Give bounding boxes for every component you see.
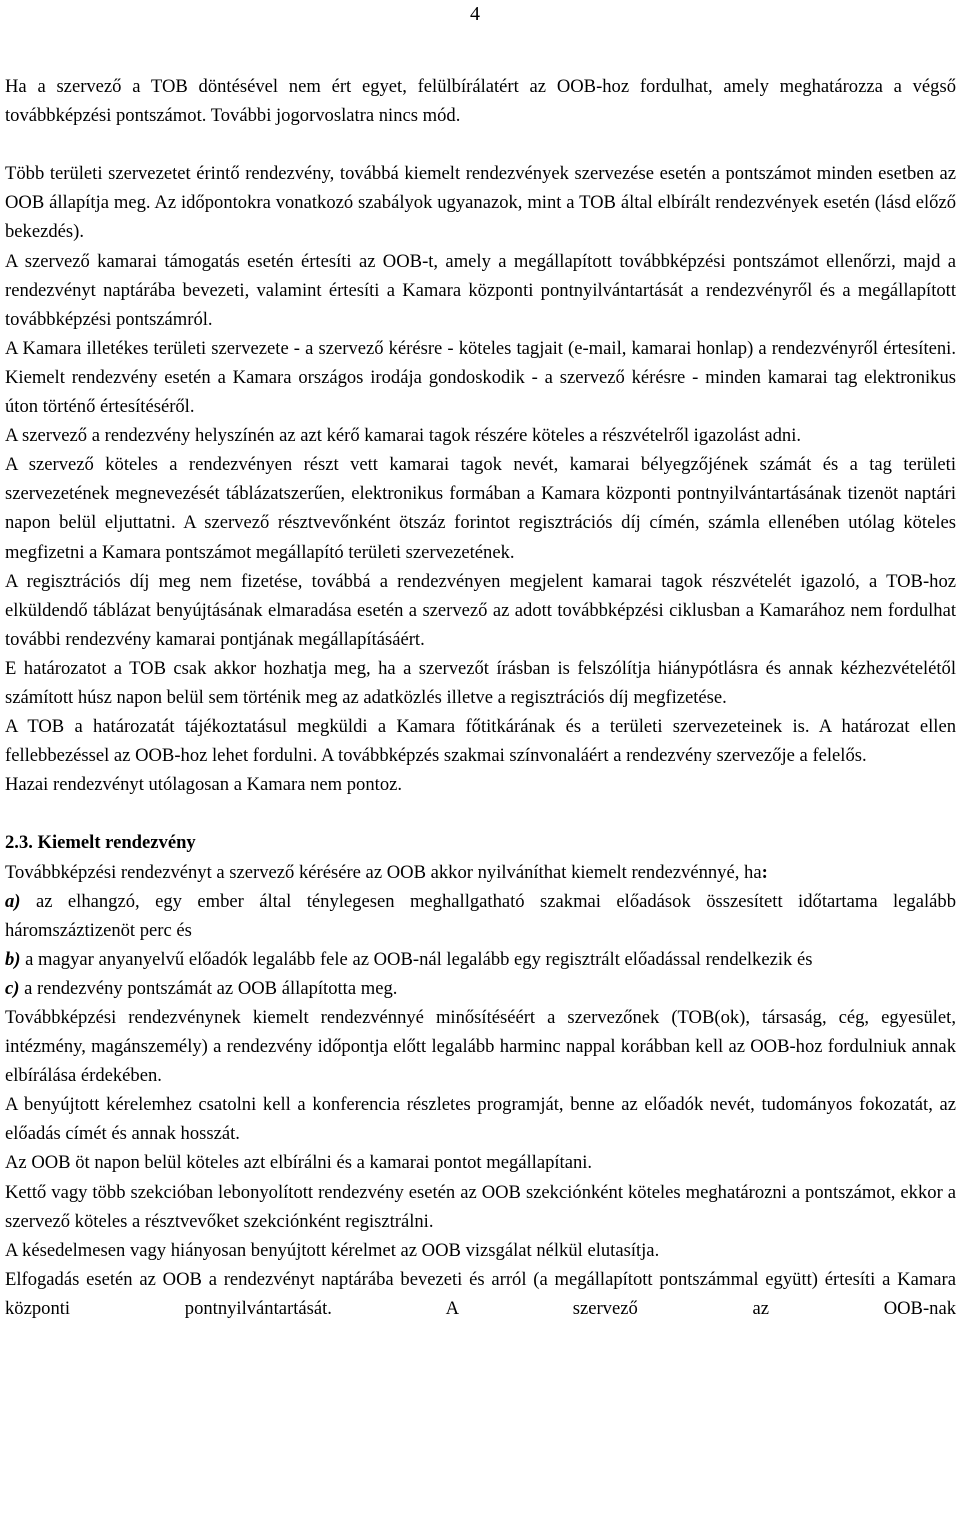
paragraph-acceptance: Elfogadás esetén az OOB a rendezvényt naptárába bevezeti és arról (a megállapított pontszámmal együtt) értesíti a Kamara központi pontnyilvántartását. A szervező az OOB-nak (5, 1268, 956, 1319)
list-item-text: a rendezvény pontszámát az OOB állapította meg. (24, 977, 398, 999)
paragraph-qualification-request: Továbbképzési rendezvénynek kiemelt rendezvénnyé minősítéséért a szervezőnek (TOB(ok), társaság, cég, egyesület, intézmény, magánszemély) a rendezvény időpontja előtt legalább harminc nappal korábban kell az OOB-hoz fordulniuk annak elbírálása érdekében. (5, 1007, 956, 1087)
list-item-label: b) (5, 948, 21, 970)
list-item-text: a magyar anyanyelvű előadók legalább fele az OOB-nál legalább egy regisztrált előadással rendelkezik és (25, 948, 813, 970)
paragraph-multi-region: Több területi szervezetet érintő rendezvény, továbbá kiemelt rendezvények szervezése esetén a pontszámot minden esetben az OOB állapítja meg. Az időpontokra vonatkozó szabályok ugyanazok, mint a TOB által elbírált rendezvények esetén (lásd előző bekezdés). (5, 163, 956, 243)
paragraph-appeal: Ha a szervező a TOB döntésével nem ért egyet, felülbírálatért az OOB-hoz fordulhat, amely meghatározza a végső továbbképzési pontszámot. További jogorvoslatra nincs mód. (5, 76, 956, 127)
paragraph-review-deadline: Az OOB öt napon belül köteles azt elbírálni és a kamarai pontot megállapítani. (5, 1152, 593, 1174)
list-item-label: a) (5, 890, 21, 912)
section-number: 2.3. (5, 832, 33, 854)
paragraph-decision: E határozatot a TOB csak akkor hozhatja meg, ha a szervezőt írásban is felszólítja hiánypótlásra és annak kézhezvételétől számított húsz napon belül sem történik meg az adatközlés illetve a regisztrációs díj megfizetése. (5, 657, 956, 708)
paragraph-spacer (5, 799, 956, 828)
section-intro-text: Továbbképzési rendezvényt a szervező kérésére az OOB akkor nyilváníthat kiemelt rendezvénnyé, ha (5, 861, 762, 883)
page-number: 4 (470, 3, 480, 25)
paragraph-chamber-support: A szervező kamarai támogatás esetén értesíti az OOB-t, amely a megállapított továbbképzési pontszámot ellenőrzi, majd a rendezvényt naptárába bevezeti, valamint értesíti a Kamara központi pontnyilvántartását a rendezvényről és a megállapított továbbképzési pontszámról. (5, 250, 956, 330)
paragraph-registration-fee: A regisztrációs díj meg nem fizetése, továbbá a rendezvényen megjelent kamarai tagok részvételét igazoló, a TOB-hoz elküldendő táblázat benyújtásának elmaradása esetén a szervező az adott továbbképzési ciklusban a Kamarához nem fordulhat további rendezvény kamarai pontjának megállapításáért. (5, 570, 956, 650)
list-item (5, 945, 956, 974)
section-intro (5, 858, 956, 887)
list-item-text: az elhangzó, egy ember által ténylegesen meghallgatható szakmai előadások összesített időtartama legalább háromszáztizenöt perc és (5, 890, 956, 941)
paragraph-attachments: A benyújtott kérelemhez csatolni kell a konferencia részletes programját, benne az előadók nevét, tudományos fokozatát, az előadás címét és annak hosszát. (5, 1094, 956, 1145)
paragraph-tob-notice: A TOB a határozatát tájékoztatásul megküldi a Kamara főtitkárának és a területi szervezeteinek is. A határozat ellen fellebbezéssel az OOB-hoz lehet fordulni. A továbbképzés szakmai színvonaláért a rendezvény szervezője a felelős. (5, 716, 956, 767)
paragraph-late-request: A késedelmesen vagy hiányosan benyújtott kérelmet az OOB vizsgálat nélkül elutasítja. (5, 1239, 660, 1261)
section-title: Kiemelt rendezvény (37, 832, 196, 854)
list-item (5, 974, 956, 1003)
list-item-label: c) (5, 977, 20, 999)
paragraph-attendance-certificate: A szervező a rendezvény helyszínén az azt kérő kamarai tagok részére köteles a részvételről igazolást adni. (5, 425, 802, 447)
paragraph-spacer (5, 130, 956, 159)
paragraph-sections: Kettő vagy több szekcióban lebonyolított rendezvény esetén az OOB szekciónként köteles meghatározni a pontszámot, ekkor a szervező köteles a résztvevőket szekciónként regisztrálni. (5, 1181, 956, 1232)
document-body (5, 72, 956, 1323)
paragraph-participant-list: A szervező köteles a rendezvényen részt vett kamarai tagok nevét, kamarai bélyegzőjének számát és a tag területi szervezetének megnevezését táblázatszerűen, elektronikus formában a Kamara központi pontnyilvántartásának tizenöt naptári napon belül eljuttatni. A szervező résztvevőnként ötszáz forintot regisztrációs díj címén, számla ellenében utólag köteles megfizetni a Kamara pontszámot megállapító területi szervezetének. (5, 454, 956, 563)
list-item (5, 887, 956, 945)
paragraph-domestic-event: Hazai rendezvényt utólagosan a Kamara nem pontoz. (5, 774, 403, 796)
section-heading (5, 828, 956, 857)
section-intro-colon: : (761, 861, 768, 883)
paragraph-notification: A Kamara illetékes területi szervezete - a szervező kérésre - köteles tagjait (e-mail, kamarai honlap) a rendezvényről értesíteni. Kiemelt rendezvény esetén a Kamara országos irodája gondoskodik - a szervező kérésre - minden kamarai tag elektronikus úton történő értesítéséről. (5, 337, 956, 418)
